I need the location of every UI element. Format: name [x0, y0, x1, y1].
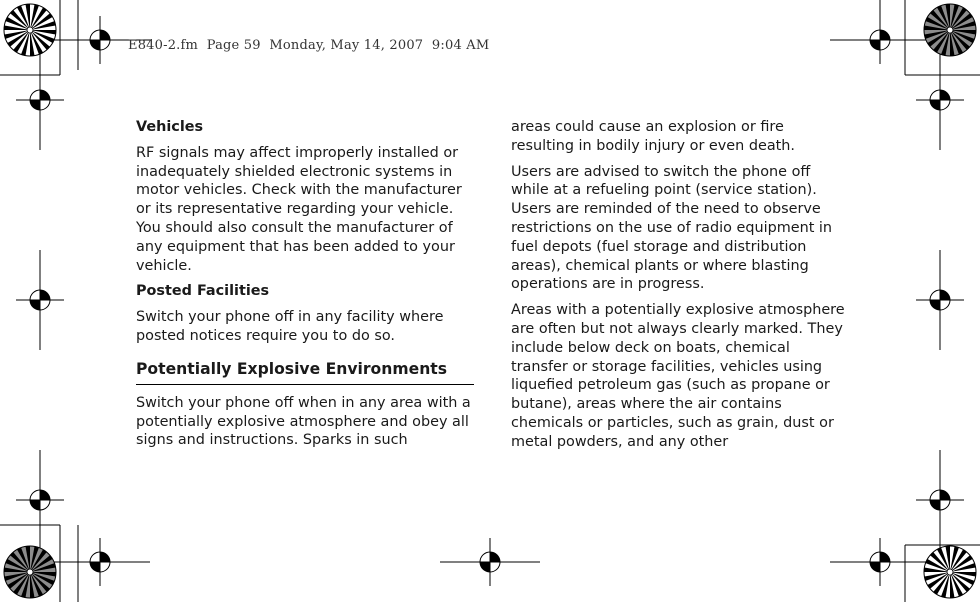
file-info-header: E840-2.fm Page 59 Monday, May 14, 2007 9:04 AM	[128, 38, 490, 53]
registration-mark-icon	[16, 450, 64, 550]
paragraph-posted-facilities: Switch your phone off in any facility where posted notices require you to do so.	[136, 309, 444, 344]
paragraph-vehicles: RF signals may affect improperly installed or inadequately shielded electronic systems in motor vehicles. Check with the manufacturer or its representative regarding your vehicle. You should also consult the manufacturer of any equipment that has been added to your vehicle.	[136, 144, 462, 274]
starburst-target-icon	[924, 4, 976, 56]
starburst-target-icon	[4, 4, 56, 56]
paragraph-right-2: Users are advised to switch the phone off while at a refueling point (service station). Users are reminded of the need to observe restrictions on the use of radio equipment in fuel depots (fuel storage and distribution areas), chemical plants or where blasting operations are in progress.	[511, 163, 833, 293]
starburst-target-icon	[924, 546, 976, 598]
registration-mark-icon	[440, 538, 540, 586]
registration-mark-icon	[830, 16, 930, 64]
right-column	[511, 118, 849, 459]
registration-mark-icon	[916, 50, 964, 150]
heading-vehicles: Vehicles	[136, 119, 204, 135]
heading-explosive-environments: Potentially Explosive Environments	[136, 359, 474, 385]
starburst-target-icon	[4, 546, 56, 598]
registration-mark-icon	[916, 250, 964, 350]
paragraph-right-1: areas could cause an explosion or fire resulting in bodily injury or even death.	[511, 119, 795, 154]
heading-posted-facilities: Posted Facilities	[136, 283, 270, 300]
registration-mark-icon	[16, 250, 64, 350]
paragraph-explosive-environments: Switch your phone off when in any area with a potentially explosive atmosphere and obey all signs and instructions. Sparks in such	[136, 394, 471, 449]
paragraph-right-3: Areas with a potentially explosive atmosphere are often but not always clearly marked. They include below deck on boats, chemical transfer or storage facilities, vehicles using liquefied petroleum gas (such as propane or butane), areas where the air contains chemicals or particles, such as grain, dust or metal powders, and any other	[511, 302, 845, 450]
registration-mark-icon	[916, 450, 964, 550]
registration-mark-icon	[50, 538, 150, 586]
registration-mark-icon	[16, 50, 64, 150]
left-column	[136, 118, 474, 457]
